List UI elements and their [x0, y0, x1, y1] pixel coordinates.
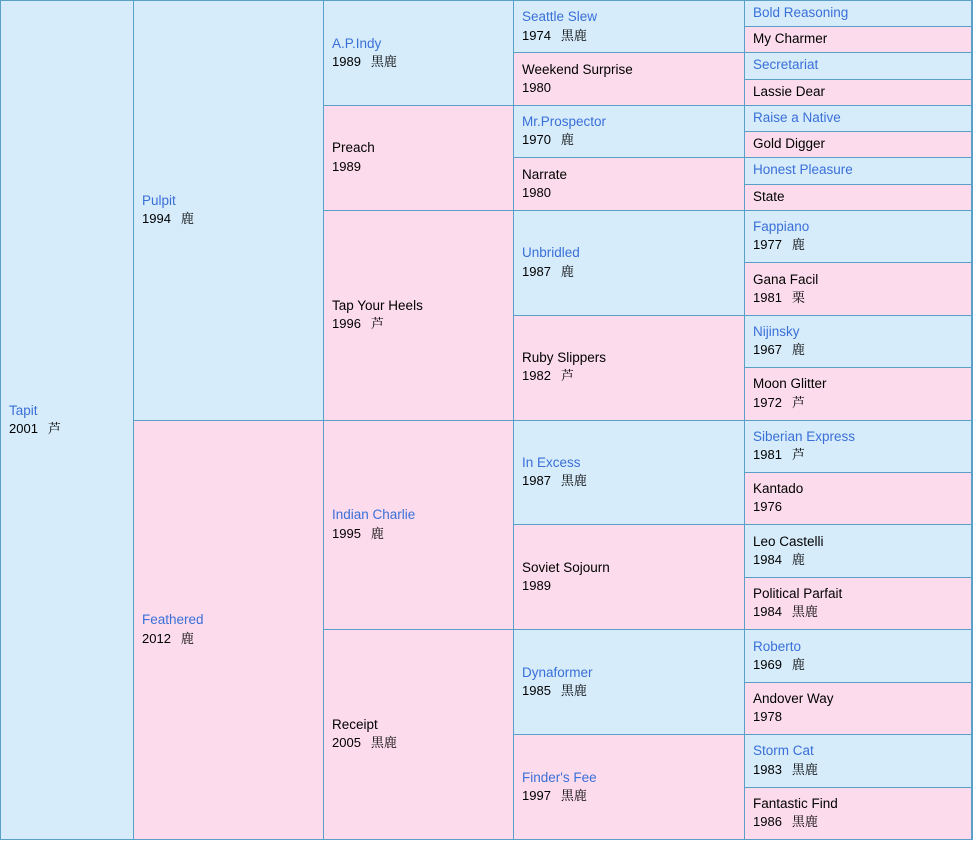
pedigree-cell-gen4 [745, 787, 972, 839]
pedigree-cell-gen5 [972, 499, 973, 525]
pedigree-cell-gen5 [972, 551, 973, 577]
coat-color: 黒鹿 [370, 735, 397, 751]
horse-name: Gold Digger [753, 136, 826, 152]
horse-meta [522, 27, 738, 45]
horse-meta [753, 341, 965, 359]
pedigree-cell-gen5 [972, 577, 973, 603]
horse-meta [522, 787, 738, 805]
pedigree-cell-gen5[interactable] [972, 735, 973, 761]
pedigree-cell-gen3 [514, 525, 745, 630]
pedigree-cell-gen4[interactable] [745, 210, 972, 262]
coat-color: 黒鹿 [560, 683, 587, 699]
horse-meta [142, 210, 317, 228]
pedigree-cell-gen1[interactable] [134, 1, 324, 421]
pedigree-row [1, 420, 973, 446]
horse-meta [753, 394, 965, 412]
horse-name: Tap Your Heels [332, 297, 423, 313]
horse-meta [142, 630, 317, 648]
birth-year: 1994 [142, 211, 171, 227]
pedigree-row [1, 1, 973, 27]
pedigree-cell-gen5 [745, 132, 972, 158]
pedigree-cell-gen5[interactable] [972, 315, 973, 341]
birth-year: 1981 [753, 447, 782, 463]
pedigree-cell-gen2 [324, 630, 514, 840]
horse-name: Lassie Dear [753, 83, 826, 99]
pedigree-cell-gen5 [972, 604, 973, 630]
birth-year: 2001 [9, 420, 38, 436]
pedigree-cell-gen5 [745, 184, 972, 210]
pedigree-cell-gen5 [972, 446, 973, 472]
horse-meta [522, 184, 738, 202]
pedigree-cell-gen5 [972, 525, 973, 551]
birth-year: 1978 [753, 709, 782, 725]
pedigree-cell-gen4 [745, 577, 972, 629]
horse-name[interactable]: Finder's Fee [522, 769, 597, 785]
coat-color: 芦 [560, 368, 574, 384]
birth-year: 1984 [753, 604, 782, 620]
birth-year: 1980 [522, 79, 551, 95]
horse-meta [753, 603, 965, 621]
horse-meta [753, 813, 965, 831]
horse-name: Moon Glitter [753, 376, 827, 392]
horse-meta [522, 472, 738, 490]
horse-name: Soviet Sojourn [522, 559, 610, 575]
coat-color: 黒鹿 [791, 604, 818, 620]
horse-name[interactable]: Indian Charlie [332, 507, 416, 523]
horse-meta [753, 498, 965, 516]
coat-color: 芦 [370, 315, 384, 331]
horse-name: Ruby Slippers [522, 350, 607, 366]
horse-meta [332, 158, 507, 176]
pedigree-cell-gen5 [972, 236, 973, 262]
horse-name[interactable]: Tapit [9, 402, 38, 418]
pedigree-cell-gen5[interactable] [972, 420, 973, 446]
birth-year: 1989 [332, 158, 361, 174]
birth-year: 1984 [753, 551, 782, 567]
coat-color: 黒鹿 [560, 27, 587, 43]
pedigree-cell-gen5[interactable] [745, 158, 972, 184]
horse-name: Gana Facil [753, 271, 819, 287]
birth-year: 2005 [332, 735, 361, 751]
horse-name[interactable]: In Excess [522, 455, 581, 471]
horse-name: Preach [332, 140, 375, 156]
birth-year: 1972 [753, 394, 782, 410]
pedigree-cell-gen5 [972, 813, 973, 839]
coat-color: 黒鹿 [370, 53, 397, 69]
pedigree-cell-gen4 [745, 682, 972, 734]
birth-year: 1995 [332, 525, 361, 541]
pedigree-cell-gen4[interactable] [514, 1, 745, 53]
birth-year: 1982 [522, 368, 551, 384]
pedigree-cell-gen5[interactable] [972, 682, 973, 708]
birth-year: 1986 [753, 814, 782, 830]
birth-year: 1980 [522, 184, 551, 200]
horse-name: Leo Castelli [753, 533, 824, 549]
horse-name[interactable]: Mr.Prospector [522, 114, 607, 130]
horse-name: Weekend Surprise [522, 61, 633, 77]
horse-meta [332, 525, 507, 543]
horse-meta [753, 761, 965, 779]
coat-color: 鹿 [180, 211, 194, 227]
pedigree-cell-gen1[interactable] [134, 420, 324, 840]
horse-name[interactable]: Bold Reasoning [753, 5, 849, 20]
coat-color: 鹿 [791, 237, 805, 253]
pedigree-cell-gen5 [972, 394, 973, 420]
horse-meta [753, 656, 965, 674]
horse-name: My Charmer [753, 31, 828, 47]
birth-year: 1996 [332, 315, 361, 331]
pedigree-cell-gen2[interactable] [324, 420, 514, 630]
horse-name[interactable]: Unbridled [522, 245, 580, 261]
pedigree-cell-gen5[interactable] [745, 53, 972, 79]
coat-color: 鹿 [370, 525, 384, 541]
birth-year: 1983 [753, 761, 782, 777]
horse-meta [522, 131, 738, 149]
pedigree-cell-gen4 [745, 368, 972, 420]
birth-year: 1985 [522, 683, 551, 699]
birth-year: 1987 [522, 263, 551, 279]
horse-name[interactable]: Seattle Slew [522, 9, 598, 25]
pedigree-cell-gen5[interactable] [745, 105, 972, 131]
coat-color: 芦 [791, 394, 805, 410]
birth-year: 1969 [753, 656, 782, 672]
birth-year: 1970 [522, 132, 551, 148]
pedigree-cell-gen5 [972, 263, 973, 289]
pedigree-cell-gen4[interactable] [745, 420, 972, 472]
pedigree-cell-gen4 [514, 158, 745, 210]
horse-name[interactable]: Dynaformer [522, 664, 593, 680]
pedigree-cell-gen5 [972, 289, 973, 315]
pedigree-cell-gen3 [324, 105, 514, 210]
pedigree-cell-gen5[interactable] [972, 368, 973, 394]
coat-color: 鹿 [791, 342, 805, 358]
pedigree-cell-gen4[interactable] [745, 315, 972, 367]
coat-color: 鹿 [180, 630, 194, 646]
pedigree-cell-gen5 [972, 341, 973, 367]
horse-meta [522, 263, 738, 281]
coat-color: 鹿 [560, 263, 574, 279]
horse-meta [522, 367, 738, 385]
pedigree-cell-gen5[interactable] [972, 761, 973, 787]
birth-year: 2012 [142, 630, 171, 646]
coat-color: 芦 [47, 420, 61, 436]
pedigree-cell-gen4 [745, 525, 972, 577]
horse-name: Receipt [332, 717, 378, 733]
pedigree-cell-gen3 [514, 315, 745, 420]
horse-name: Political Parfait [753, 586, 843, 602]
pedigree-cell-gen3[interactable] [514, 735, 745, 840]
pedigree-cell-gen4 [745, 472, 972, 524]
pedigree-cell-gen5[interactable] [745, 1, 972, 27]
coat-color: 鹿 [791, 551, 805, 567]
pedigree-cell-gen2 [324, 210, 514, 420]
birth-year: 1989 [332, 53, 361, 69]
pedigree-cell-gen5[interactable] [972, 630, 973, 656]
horse-name[interactable]: Pulpit [142, 192, 176, 208]
horse-meta [332, 315, 507, 333]
pedigree-cell-gen5[interactable] [972, 210, 973, 236]
horse-meta [9, 420, 127, 438]
pedigree-cell-gen5 [745, 79, 972, 105]
horse-name: Andover Way [753, 691, 834, 707]
pedigree-cell-gen4[interactable] [514, 105, 745, 157]
horse-meta [753, 236, 965, 254]
pedigree-cell-gen5[interactable] [972, 787, 973, 813]
birth-year: 1987 [522, 473, 551, 489]
horse-meta [332, 53, 507, 71]
horse-meta [753, 708, 965, 726]
horse-name[interactable]: Storm Cat [753, 743, 814, 759]
pedigree-cell-gen3[interactable] [514, 420, 745, 525]
pedigree-cell-gen5 [745, 27, 972, 53]
pedigree-cell-gen5[interactable] [972, 472, 973, 498]
pedigree-cell-gen4[interactable] [745, 735, 972, 787]
birth-year: 1974 [522, 27, 551, 43]
birth-year: 1997 [522, 787, 551, 803]
horse-name: State [753, 188, 785, 204]
horse-name[interactable]: Fappiano [753, 219, 810, 235]
horse-meta [522, 682, 738, 700]
pedigree-cell-gen3[interactable] [514, 210, 745, 315]
horse-meta [522, 79, 738, 97]
horse-meta [522, 577, 738, 595]
horse-name: Fantastic Find [753, 795, 838, 811]
horse-meta [753, 551, 965, 569]
horse-name: Narrate [522, 166, 568, 182]
pedigree-cell-gen4 [514, 53, 745, 105]
birth-year: 1967 [753, 342, 782, 358]
pedigree-cell-gen5 [972, 656, 973, 682]
horse-meta [753, 289, 965, 307]
horse-name[interactable]: Secretariat [753, 57, 819, 73]
horse-name[interactable]: Nijinsky [753, 323, 800, 339]
horse-name[interactable]: A.P.Indy [332, 35, 382, 51]
horse-name[interactable]: Honest Pleasure [753, 162, 853, 178]
birth-year: 1981 [753, 289, 782, 305]
coat-color: 芦 [791, 447, 805, 463]
horse-name: Kantado [753, 481, 804, 497]
pedigree-cell-gen4 [745, 263, 972, 315]
pedigree-cell-gen4[interactable] [745, 630, 972, 682]
horse-name[interactable]: Raise a Native [753, 109, 841, 125]
horse-meta [332, 734, 507, 752]
birth-year: 1977 [753, 237, 782, 253]
pedigree-cell-gen3[interactable] [514, 630, 745, 735]
coat-color: 黒鹿 [560, 787, 587, 803]
coat-color: 黒鹿 [791, 761, 818, 777]
horse-name[interactable]: Feathered [142, 612, 204, 628]
horse-name[interactable]: Roberto [753, 638, 802, 654]
pedigree-cell-gen3[interactable] [324, 1, 514, 106]
coat-color: 鹿 [560, 132, 574, 148]
coat-color: 栗 [791, 289, 805, 305]
pedigree-cell-gen0[interactable] [1, 1, 134, 840]
horse-name[interactable]: Siberian Express [753, 428, 856, 444]
pedigree-cell-gen5 [972, 708, 973, 734]
horse-meta [753, 446, 965, 464]
coat-color: 黒鹿 [560, 473, 587, 489]
coat-color: 鹿 [791, 656, 805, 672]
coat-color: 黒鹿 [791, 814, 818, 830]
birth-year: 1976 [753, 499, 782, 515]
birth-year: 1989 [522, 578, 551, 594]
